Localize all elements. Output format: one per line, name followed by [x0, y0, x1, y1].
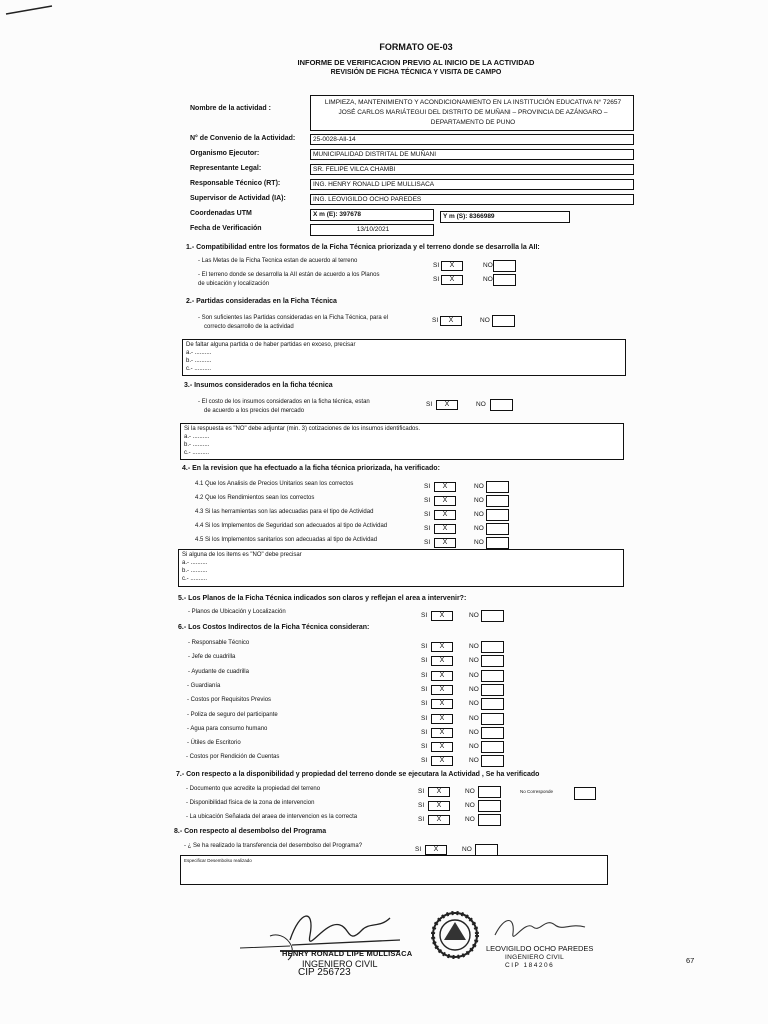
s3-row1-yes-checkbox[interactable]: X: [436, 400, 458, 410]
s6-item: - Guardianía: [187, 682, 221, 689]
yes-label: SI: [433, 276, 440, 283]
s2-notes-box: [182, 339, 626, 376]
no-label: NO: [474, 511, 484, 518]
no-corresponde-label: No Corresponde: [520, 789, 554, 794]
section-4-title: 4.- En la revision que ha efectuado a la ficha técnica priorizada, ha verificado:: [182, 465, 440, 472]
s3-item1a: - El costo de los insumos considerados en la ficha técnica, estan: [198, 399, 370, 405]
s6-row5-no-checkbox[interactable]: [481, 698, 504, 710]
section-3-title: 3.- Insumos considerados en la ficha técnica: [184, 382, 333, 389]
yes-label: SI: [426, 401, 433, 408]
no-label: NO: [483, 262, 493, 269]
activity-name-field: [310, 95, 634, 131]
section-1-title: 1.- Compatibilidad entre los formatos de la Ficha Técnica priorizada y el terreno donde se desarrolla la AII:: [186, 244, 540, 251]
s4-row1-yes-checkbox[interactable]: X: [434, 482, 456, 492]
no-label: NO: [469, 728, 479, 736]
s2-note-a: a.- ..........: [186, 350, 212, 356]
convenio-field: 25-0028-All-14: [310, 134, 634, 145]
organismo-label: Organismo Ejecutor:: [190, 150, 260, 157]
s2-note-b: b.- ..........: [186, 358, 212, 364]
yes-label: SI: [421, 671, 428, 679]
s6-row2-no-checkbox[interactable]: [481, 655, 504, 667]
utm-label: Coordenadas UTM: [190, 210, 252, 217]
s1-row1-yes-checkbox[interactable]: X: [441, 261, 463, 271]
s6-row3-no-checkbox[interactable]: [481, 670, 504, 682]
s3-row1-no-checkbox[interactable]: [490, 399, 513, 411]
no-label: NO: [474, 525, 484, 532]
s8-row1-no-checkbox[interactable]: [475, 844, 498, 856]
s2-note-c: c.- ..........: [186, 366, 212, 372]
s7-row2-yes-checkbox[interactable]: X: [428, 801, 450, 811]
yes-label: SI: [418, 802, 425, 809]
section-8-title: 8.- Con respecto al desembolso del Programa: [174, 828, 327, 835]
s2-item1a: - Son suficientes las Partidas consideradas en la Ficha Técnica, para el: [198, 315, 388, 321]
s2-row1-yes-checkbox[interactable]: X: [440, 316, 462, 326]
yes-label: SI: [432, 317, 439, 324]
s7-row1-yes-checkbox[interactable]: X: [428, 787, 450, 797]
utm-x-field: X m (E): 397678: [310, 209, 434, 221]
pen-mark: [0, 0, 60, 20]
s6-row1-no-checkbox[interactable]: [481, 641, 504, 653]
s6-row5-yes-checkbox[interactable]: X: [431, 699, 453, 709]
no-label: NO: [462, 846, 472, 853]
yes-label: SI: [421, 757, 428, 765]
no-label: NO: [483, 276, 493, 283]
responsable-field: ING. HENRY RONALD LIPE MULLISACA: [310, 179, 634, 190]
left-signer-cip: CIP 256723: [298, 967, 351, 978]
s8-item1: - ¿ Se ha realizado la transferencia del desembolso del Programa?: [184, 843, 363, 849]
s1-item1: - Las Metas de la Ficha Tecnica estan de acuerdo al terreno: [198, 258, 358, 264]
s4-note-c: c.- ..........: [182, 576, 208, 582]
s1-row1-no-checkbox[interactable]: [493, 260, 516, 272]
s6-row6-yes-checkbox[interactable]: X: [431, 714, 453, 724]
s6-item: - Ayudante de cuadrilla: [188, 668, 249, 675]
s2-notes-label: De faltar alguna partida o de haber partidas en exceso, precisar: [186, 342, 356, 348]
document-title: INFORME DE VERIFICACION PREVIO AL INICIO DE LA ACTIVIDAD: [297, 58, 535, 67]
activity-name-line2: JOSÉ CARLOS MARIÁTEGUI DEL DISTRITO DE MUÑANI – PROVINCIA DE AZÁNGARO –: [338, 109, 608, 116]
s7-item2: - Disponibilidad física de la zona de intervencion: [186, 800, 315, 806]
s3-notes-box: [180, 423, 624, 460]
s4-item4: 4.4 Si los Implementos de Seguridad son adecuados al tipo de Actividad: [195, 523, 388, 529]
s6-item: - Costos por Rendición de Cuentas: [186, 754, 280, 761]
yes-label: SI: [418, 816, 425, 823]
s4-row2-no-checkbox[interactable]: [486, 495, 509, 507]
no-label: NO: [469, 700, 479, 708]
s1-row2-no-checkbox[interactable]: [493, 274, 516, 286]
s6-row4-no-checkbox[interactable]: [481, 684, 504, 696]
s4-row1-no-checkbox[interactable]: [486, 481, 509, 493]
no-label: NO: [480, 317, 490, 324]
utm-y-field: Y m (S): 8366989: [440, 211, 570, 223]
s6-item: - Jefe de cuadrilla: [188, 654, 236, 661]
s7-item3: - La ubicación Señalada del araea de intervencion es la correcta: [186, 814, 358, 820]
fecha-label: Fecha de Verificación: [190, 225, 262, 232]
s1-item2b: de ubicación y localización: [198, 281, 270, 287]
yes-label: SI: [421, 643, 428, 650]
s6-row8-yes-checkbox[interactable]: X: [431, 742, 453, 752]
yes-label: SI: [424, 539, 431, 546]
s6-item: - Costos por Requisitos Previos: [187, 697, 272, 704]
no-corresponde-checkbox[interactable]: [574, 787, 596, 800]
activity-name-line3: DEPARTAMENTO DE PUNO: [430, 119, 516, 126]
no-label: NO: [469, 757, 479, 765]
s6-row3-yes-checkbox[interactable]: X: [431, 671, 453, 681]
no-label: NO: [465, 788, 475, 795]
representante-field: SR. FELIPE VILCA CHAMBI: [310, 164, 634, 175]
s1-row2-yes-checkbox[interactable]: X: [441, 275, 463, 285]
supervisor-label: Supervisor de Actividad (IA):: [190, 195, 286, 202]
s4-row2-yes-checkbox[interactable]: X: [434, 496, 456, 506]
section-2-title: 2.- Partidas consideradas en la Ficha Técnica: [186, 298, 337, 305]
yes-label: SI: [424, 511, 431, 518]
s4-notes-box: [178, 549, 624, 587]
s4-row4-yes-checkbox[interactable]: X: [434, 524, 456, 534]
yes-label: SI: [421, 657, 428, 665]
right-signer-title: INGENIERO CIVIL: [505, 954, 565, 961]
yes-label: SI: [424, 525, 431, 532]
right-signer-cip: CIP 184206: [505, 962, 555, 969]
s3-notes-label: Si la respuesta es "NO" debe adjuntar (min. 3) cotizaciones de los insumos identificados.: [184, 426, 421, 432]
section-7-title: 7.- Con respecto a la disponibilidad y propiedad del terreno donde se ejecutara la Actividad , Se ha verificado: [176, 771, 540, 778]
s7-row1-no-checkbox[interactable]: [478, 786, 501, 798]
activity-label: Nombre de la actividad :: [190, 105, 271, 112]
yes-label: SI: [418, 788, 425, 795]
s4-item5: 4.5 Si los Implementos sanitarios son adecuadas al tipo de Actividad: [195, 537, 378, 543]
s3-note-c: c.- ..........: [184, 450, 210, 456]
no-label: NO: [469, 714, 479, 722]
s4-row5-no-checkbox[interactable]: [486, 537, 509, 549]
s8-notes-box: [180, 855, 608, 885]
s4-note-b: b.- ..........: [182, 568, 208, 574]
no-label: NO: [469, 657, 479, 665]
s6-row7-yes-checkbox[interactable]: X: [431, 728, 453, 738]
s8-row1-yes-checkbox[interactable]: X: [425, 845, 447, 855]
s7-row3-no-checkbox[interactable]: [478, 814, 501, 826]
s4-row3-no-checkbox[interactable]: [486, 509, 509, 521]
s7-row3-yes-checkbox[interactable]: X: [428, 815, 450, 825]
s6-row7-no-checkbox[interactable]: [481, 727, 504, 739]
s5-row1-yes-checkbox[interactable]: X: [431, 611, 453, 621]
s6-row1-yes-checkbox[interactable]: X: [431, 642, 453, 652]
activity-name-line1: LIMPIEZA, MANTENIMIENTO Y ACONDICIONAMIENTO EN LA INSTITUCIÓN EDUCATIVA N° 72657: [324, 99, 622, 106]
s6-item: - Agua para consumo humano: [187, 725, 268, 732]
no-label: NO: [474, 483, 484, 490]
s4-item1: 4.1 Que los Analisis de Precios Unitarios sean los correctos: [195, 481, 354, 487]
no-label: NO: [469, 743, 479, 751]
yes-label: SI: [421, 700, 428, 708]
s6-item: - Responsable Técnico: [188, 640, 250, 646]
yes-label: SI: [421, 728, 428, 736]
representante-label: Representante Legal:: [190, 165, 262, 172]
yes-label: SI: [415, 846, 422, 853]
s8-notes-label: Especificar Desembolso realizado: [184, 858, 252, 863]
s6-row9-no-checkbox[interactable]: [481, 755, 504, 767]
yes-label: SI: [424, 483, 431, 490]
no-label: NO: [465, 802, 475, 809]
s2-row1-no-checkbox[interactable]: [492, 315, 515, 327]
s4-note-a: a.- ..........: [182, 560, 208, 566]
s7-item1: - Documento que acredite la propiedad del terreno: [186, 786, 321, 792]
s4-item3: 4.3 Si las herramientas son las adecuadas para el tipo de Actividad: [195, 509, 374, 515]
yes-label: SI: [421, 743, 428, 751]
s3-item1b: de acuerdo a los precios del mercado: [204, 408, 305, 414]
supervisor-field: ING. LEOVIGILDO OCHO PAREDES: [310, 194, 634, 205]
page-number: 67: [686, 956, 695, 965]
yes-label: SI: [421, 612, 428, 619]
s5-row1-no-checkbox[interactable]: [481, 610, 504, 622]
s7-row2-no-checkbox[interactable]: [478, 800, 501, 812]
s4-item2: 4.2 Que los Rendimientos sean los correctos: [195, 495, 315, 501]
left-signer-name: HENRY RONALD LIPE MULLISACA: [282, 949, 413, 958]
s6-row6-no-checkbox[interactable]: [481, 713, 504, 725]
organismo-field: MUNICIPALIDAD DISTRITAL DE MUÑANI: [310, 149, 634, 160]
no-label: NO: [469, 612, 479, 619]
s5-item1: - Planos de Ubicación y Localización: [188, 609, 286, 615]
no-label: NO: [476, 401, 486, 408]
convenio-label: N° de Convenio de la Actividad:: [190, 135, 296, 142]
s4-row3-yes-checkbox[interactable]: X: [434, 510, 456, 520]
s4-row4-no-checkbox[interactable]: [486, 523, 509, 535]
document-subtitle: REVISIÓN DE FICHA TÉCNICA Y VISITA DE CAMPO: [330, 69, 502, 76]
s1-item2a: - El terreno donde se desarrolla la AII están de acuerdo a los Planos: [198, 272, 380, 278]
s6-item: - Poliza de seguro del participante: [187, 711, 278, 718]
no-label: NO: [465, 816, 475, 823]
left-signer-title: INGENIERO CIVIL: [302, 959, 378, 969]
no-label: NO: [474, 539, 484, 546]
section-6-title: 6.- Los Costos Indirectos de la Ficha Técnica consideran:: [178, 624, 370, 631]
no-label: NO: [474, 497, 484, 504]
s6-item: - Útiles de Escritorio: [187, 740, 241, 747]
s2-item1b: correcto desarrollo de la actividad: [204, 324, 294, 330]
yes-label: SI: [421, 714, 428, 722]
right-signer-name: LEOVIGILDO OCHO PAREDES: [486, 944, 594, 953]
responsable-label: Responsable Técnico (RT):: [190, 180, 281, 187]
s6-row4-yes-checkbox[interactable]: X: [431, 685, 453, 695]
yes-label: SI: [433, 262, 440, 269]
yes-label: SI: [424, 497, 431, 504]
section-5-title: 5.- Los Planos de la Ficha Técnica indicados son claros y reflejan el area a intervenir?:: [178, 595, 467, 602]
no-label: NO: [469, 643, 479, 650]
s6-row9-yes-checkbox[interactable]: X: [431, 756, 453, 766]
no-label: NO: [469, 685, 479, 693]
s4-row5-yes-checkbox[interactable]: X: [434, 538, 456, 548]
s6-row2-yes-checkbox[interactable]: X: [431, 656, 453, 666]
s3-note-b: b.- ..........: [184, 442, 210, 448]
fecha-field: 13/10/2021: [310, 224, 434, 236]
seal-emblem: [430, 910, 480, 960]
no-label: NO: [469, 671, 479, 679]
format-code: FORMATO OE-03: [379, 42, 453, 52]
s6-row8-no-checkbox[interactable]: [481, 741, 504, 753]
s4-notes-label: Si alguna de los items es "NO" debe precisar: [182, 552, 302, 558]
s3-note-a: a.- ..........: [184, 434, 210, 440]
yes-label: SI: [421, 685, 428, 693]
